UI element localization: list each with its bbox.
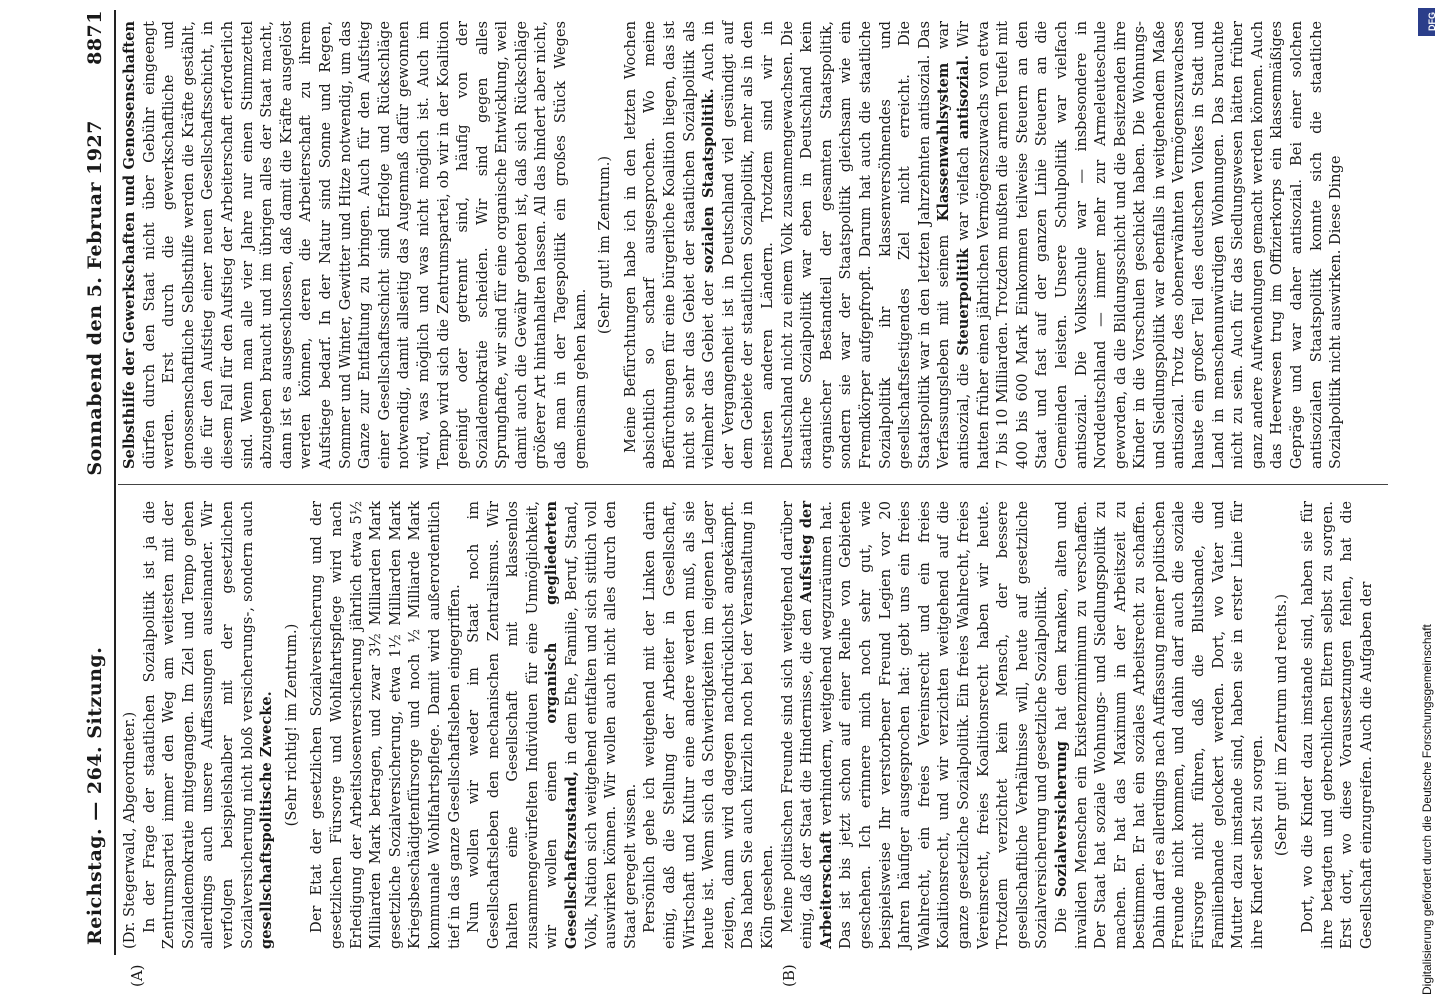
column-divider [118, 484, 1388, 485]
running-head-left: Reichstag. — 264. Sitzung. [84, 646, 106, 945]
paragraph: Nun wollen wir weder im Staat noch im Gesellschaftsleben den mechanischen Zentralismus. Wir halten eine Gesellschaft mit klassenlos zusammengewürfelten Individuen für eine Unmöglichkeit, wir wollen einen organisch gegliederten Gesellschaftszustand, in dem Ehe, Familie, Beruf, Stand, Volk, Nation sich weitgehend entfalten und sich sittlich voll auswirken können. Wir wollen auch nicht alles durch den Staat geregelt wissen. [465, 501, 639, 949]
running-head-date: Sonnabend den 5. Februar 1927 [84, 120, 106, 476]
paragraph: Die Sozialversicherung hat dem kranken, alten und invaliden Menschen ein Existenzminimum zu verschaffen. Der Staat hat soziale Wohnungs- und Siedlungspolitik zu machen. Er hat das Maximum in der Arbeitszeit zu bestimmen. Er hat ein soziales Arbeitsrecht zu schaffen. Dahin darf es allerdings nach Auffassung meiner politischen Freunde nicht kommen, und dahin darf auch die soziale Fürsorge nicht führen, daß die Blutsbande, die Familienbande gelockert werden. Dort, wo Vater und Mutter dazu imstande sind, haben sie in erster Linie für ihre Kinder selbst zu sorgen. [1052, 500, 1266, 949]
bold-phrase: sozialen Staatspolitik. [700, 88, 718, 274]
interjection: (Sehr gut! im Zentrum und rechts.) [1273, 593, 1291, 857]
paragraph: Dort, wo die Kinder dazu imstande sind, haben sie für ihre betagten und gebrechlichen Eltern selbst zu sorgen. Erst dort, wo diese Voraussetzungen fehlen, hat die Gesellschaft einzugreifen. Auch die Aufgaben der [1299, 501, 1375, 949]
paragraph: Der Etat der gesetzlichen Sozialversicherung und der gesetzlichen Fürsorge und Wohlfahrtspflege wird nach Erledigung der Arbeitslosenversicherung jährlich etwa 5½ Milliarden Mark betragen, und zwar 3½ Milliarden Mark gesetzliche Sozialversicherung, etwa 1½ Milliarden Mark Kriegsbeschädigtenfürsorge und noch ½ Milliarde Mark kommunale Wohlfahrtspflege. Damit wird außerordentlich tief in das ganze Gesellschaftsleben eingegriffen. [308, 501, 463, 949]
margin-letter-b: (B) [780, 964, 798, 987]
bold-phrase: Selbsthilfe der Gewerkschaften und Genossenschaften [121, 21, 138, 469]
bold-phrase: Steuerpolitik [954, 248, 972, 356]
right-column [120, 21, 1346, 469]
paragraph: Meine politischen Freunde sind sich weitgehend darüber einig, daß der Staat die Hindernisse, die den Aufstieg der Arbeiterschaft verhindern, weitgehend wegzuräumen hat. Das ist bis jetzt schon auf einer Reihe von Gebieten geschehen. Ich erinnere mich noch sehr gut, wie beispielsweise Ihr verstorbener Freund Legien vor 20 Jahren häufiger ausgesprochen hat: gebt uns ein freies Wahlrecht, ein freies Vereinsrecht und ein freies Koalitionsrecht, und wir verzichten weitgehend auf die ganze gesetzliche Sozialpolitik. Ein freies Wahlrecht, freies Vereinsrecht, freies Koalitionsrecht haben wir heute. Trotzdem verzichtet kein Mensch, der bessere gesellschaftliche Verhältnisse will, heute auf gesetzliche Sozialversicherung und gesetzliche Sozialpolitik. [778, 500, 1051, 949]
paragraph: In der Frage der staatlichen Sozialpolitik ist ja die Zentrumspartei immer den Weg am weitesten mit der Sozialdemokratie mitgegangen. Im Ziel und Tempo gehen allerdings auch unsere Auffassungen auseinander. Wir verfolgen beispielshalber mit der gesetzlichen Sozialversicherung nicht bloß versicherungs-, sondern auch gesellschaftspolitische Zwecke. [140, 500, 276, 949]
margin-letter-a: (A) [128, 964, 146, 987]
speaker-tag: (Dr. Stegerwald, Abgeordneter.) [121, 711, 138, 949]
interjection: (Sehr richtig! im Zentrum.) [282, 623, 300, 827]
bold-phrase: Klassenwahlsystem [935, 62, 953, 222]
bold-phrase: antisozial. [954, 55, 972, 140]
bold-phrase: gesellschaftspolitische Zwecke. [258, 691, 276, 949]
paragraph: Selbsthilfe der Gewerkschaften und Genossenschaften dürfen durch den Staat nicht über Gebühr eingeengt werden. Erst durch die gewerkschaftliche und genossenschaftliche Selbsthilfe werden die Kräfte gestählt, die für den Aufstieg einer neuen Gesellschaftsschicht, in diesem Fall für den Aufstieg der Arbeiterschaft erforderlich sind. Wenn man alle vier Jahre nur einen Stimmzettel abzugeben braucht und im übrigen alles der Staat macht, dann ist es ausgeschlossen, daß damit die Kräfte ausgelöst werden können, deren die Arbeiterschaft zu ihrem Aufstiege bedarf. In der Natur sind Sonne und Regen, Sommer und Winter, Gewitter und Hitze notwendig, um das Ganze zur Entfaltung zu bringen. Auch für den Aufstieg einer Gesellschaftsschicht sind Erfolge und Rückschläge notwendig, damit allseitig das Augenmaß dafür gewonnen wird, was möglich und was nicht möglich ist. Auch im Tempo wird sich die Zentrumspartei, ob wir in der Koalition geeinigt oder getrennt sind, häufig von der Sozialdemokratie scheiden. Wir sind gegen alles Sprunghafte, wir sind für eine organische Entwicklung, weil damit auch die Gewähr geboten ist, daß sich Rückschläge größerer Art hintanhalten lassen. All das hindert aber nicht, daß man in der Tagespolitik ein großes Stück Weges gemeinsam gehen kann. [121, 21, 589, 469]
running-head [80, 10, 108, 955]
bold-phrase: Aufstieg der Arbeiterschaft [798, 500, 835, 949]
funding-note: Digitalisierung gefördert durch die Deutsche Forschungsgemeinschaft [1420, 624, 1434, 995]
page-number: 8871 [84, 10, 106, 65]
dfg-logo: DFG [1418, 8, 1435, 36]
interjection: (Sehr gut! im Zentrum.) [596, 155, 614, 335]
bold-phrase: organisch gegliederten Gesellschaftszustand, [543, 501, 581, 949]
left-column [120, 501, 1376, 949]
header-rule [114, 10, 116, 955]
paragraph: Meine Befürchtungen habe ich in den letzten Wochen absichtlich so scharf ausgesprochen. Wo meine Befürchtungen für eine bürgerliche Koalition liegen, das ist nicht so sehr das Gebiet der staatlichen Sozialpolitik als vielmehr das Gebiet der sozialen Staatspolitik. Auch in der Vergangenheit ist in Deutschland viel gesündigt auf dem Gebiete der staatlichen Sozialpolitik, mehr als in den meisten anderen Ländern. Trotzdem sind wir in Deutschland nicht zu einem Volk zusammengewachsen. Die staatliche Sozialpolitik war eben in Deutschland kein organischer Bestandteil der gesamten Staatspolitik, sondern sie war der Staatspolitik gleichsam wie ein Fremdkörper aufgepfropft. Darum hat auch die staatliche Sozialpolitik ihr klassenversöhnendes und gesellschaftsfestigendes Ziel nicht erreicht. Die Staatspolitik war in den letzten Jahrzehnten antisozial. Das Verfassungsleben mit seinem Klassenwahlsystem war antisozial, die Steuerpolitik war vielfach antisozial. Wir hatten früher einen jährlichen Vermögenszuwachs von etwa 7 bis 10 Milliarden. Trotzdem mußten die armen Teufel mit 400 bis 600 Mark Einkommen teilweise Steuern an den Staat und fast auf der ganzen Linie Steuern an die Gemeinden leisten. Unsere Schulpolitik war vielfach antisozial. Die Volksschule war — insbesondere in Norddeutschland — immer mehr zur Armeleuteschule geworden, da die Bildungsschicht und die Besitzenden ihre Kinder in die Vorschulen geschickt haben. Die Wohnungs- und Siedlungspolitik war ebenfalls in weitgehendem Maße antisozial. Trotz des obenerwähnten Vermögenszuwachses hauste ein großer Teil des deutschen Volkes in Stadt und Land in menschenunwürdigen Wohnungen. Das brauchte nicht zu sein. Auch für das Siedlungswesen hätten früher ganz andere Aufwendungen gemacht werden können. Auch das Heerwesen trug im Offizierkorps ein klassenmäßiges Gepräge und war daher antisozial. Bei einer solchen antisozialen Staatspolitik konnte sich die staatliche Sozialpolitik nicht auswirken. Diese Dinge [621, 20, 1345, 469]
scanned-page [80, 10, 1400, 987]
bold-phrase: Sozialversicherung [1052, 741, 1070, 898]
paragraph: Persönlich gehe ich weitgehend mit der Linken darin einig, daß die Stellung der Arbeiter in Gesellschaft, Wirtschaft und Kultur eine andere werden muß, als sie heute ist. Wenn sich da Schwierigkeiten im eigenen Lager zeigen, dann wird dagegen nachdrücklichst angekämpft. Das haben Sie auch kürzlich noch bei der Veranstaltung in Köln gesehen. [641, 501, 776, 949]
